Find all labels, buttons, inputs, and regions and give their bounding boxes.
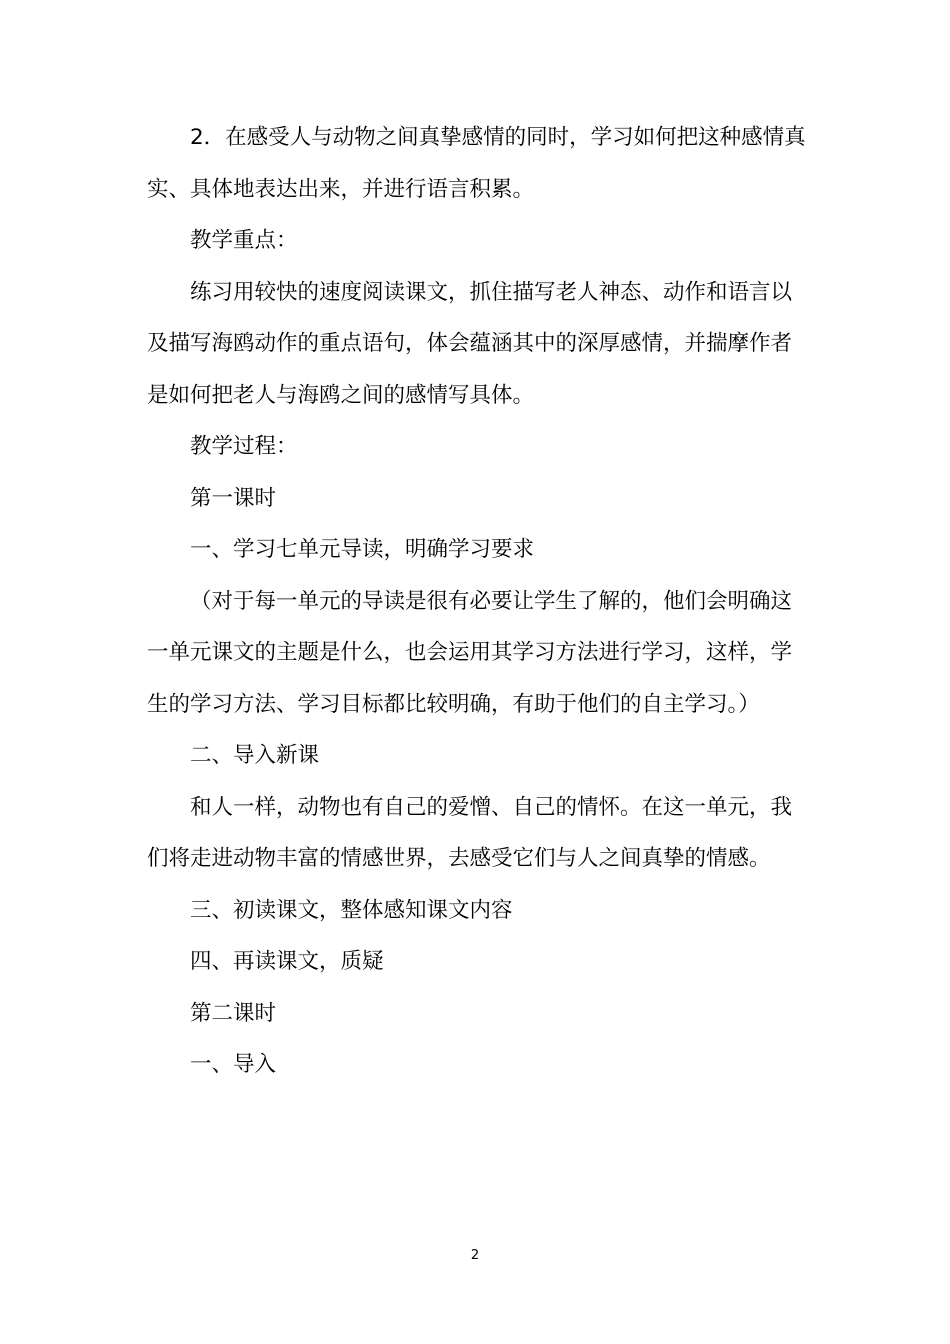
paragraph-objective-2: 2．在感受人与动物之间真挚感情的同时，学习如何把这种感情真实、具体地表达出来，并进行语言积累。	[147, 125, 806, 202]
step-1-introduction: 一、导入	[190, 1052, 277, 1077]
paragraph-unit-guide-note: （对于每一单元的导读是很有必要让学生了解的，他们会明确这一单元课文的主题是什么，也会运用其学习方法进行学习，这样，学生的学习方法、学习目标都比较明确，有助于他们的自主学习。）	[147, 588, 793, 717]
heading-key-points: 教学重点：	[190, 228, 298, 253]
document-body	[147, 112, 807, 1091]
step-3-first-reading: 三、初读课文，整体感知课文内容	[190, 897, 513, 923]
step-1-unit-guide: 一、学习七单元导读，明确学习要求	[190, 537, 535, 562]
paragraph-introduce-lesson: 和人一样，动物也有自己的爱憎、自己的情怀。在这一单元，我们将走进动物丰富的情感世界，去感受它们与人之间真挚的情感。	[147, 794, 793, 871]
step-2-introduce-lesson: 二、导入新课	[190, 743, 320, 768]
page-number: 2	[470, 1248, 480, 1263]
heading-teaching-process: 教学过程：	[190, 434, 298, 459]
heading-first-lesson: 第一课时	[190, 485, 277, 511]
paragraph-key-points: 练习用较快的速度阅读课文，抓住描写老人神态、动作和语言以及描写海鸥动作的重点语句，体会蕴涵其中的深厚感情，并揣摩作者是如何把老人与海鸥之间的感情写具体。	[147, 279, 793, 408]
heading-second-lesson: 第二课时	[190, 1000, 277, 1026]
step-4-second-reading: 四、再读课文，质疑	[190, 949, 384, 974]
